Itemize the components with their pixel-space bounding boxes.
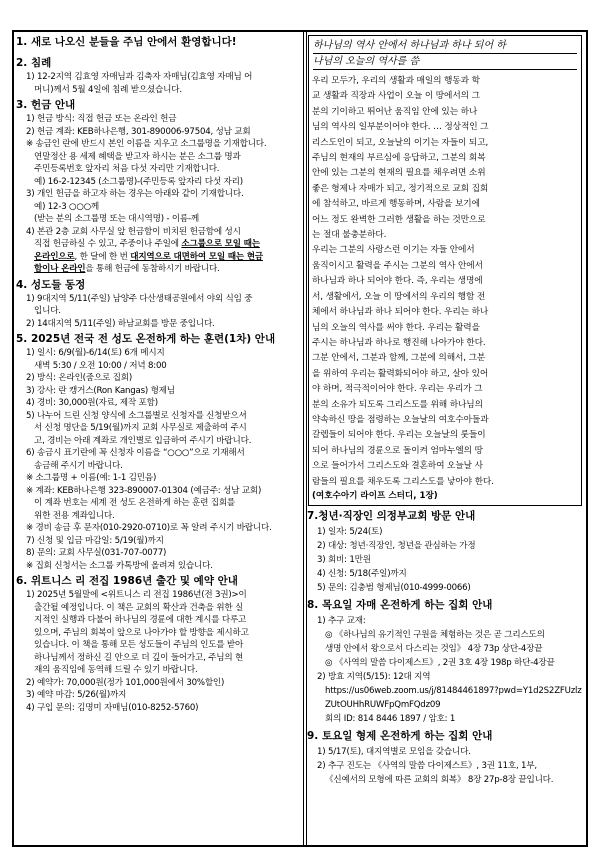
devotion-line: 분의 기이하고 뛰어난 움직임 안에 있는 하나 xyxy=(312,106,478,117)
devotion-line: 약속하신 땅을 점령하는 오늘날의 여호수아들과 xyxy=(312,414,489,425)
notice-line: 머니)께서 5월 4일에 침례 받으셨습니다. xyxy=(34,84,182,95)
right-column xyxy=(307,33,584,845)
devotion-line: 갈렙들이 되어야 한다. 우리는 오늘날의 룻들이 xyxy=(312,430,486,441)
devotion-line: 우리 모두가, 우리의 생활과 매일의 행동과 학 xyxy=(312,76,480,86)
notice-line: 하나님께서 정하신 길 안으로 더 깊이 들어가고, 주님의 현 xyxy=(34,652,244,663)
devotion-source: (여호수아기 라이프 스터디, 1장) xyxy=(312,490,438,501)
notice-line: 1) 추구 교재: xyxy=(317,615,366,626)
section-heading: 6. 위트니스 리 전집 1986년 출간 및 예약 안내 xyxy=(16,575,238,587)
devotion-line: 안에 있는 그분의 현재의 필요를 채우려면 소위 xyxy=(312,168,486,179)
notice-line: 새벽 5:30 / 오전 10:00 / 저녁 8:00 xyxy=(34,360,167,371)
notice-line: 3) 예약 마감: 5/26(월)까지 xyxy=(26,690,127,700)
section-heading: 2. 침례 xyxy=(16,57,52,69)
left-column xyxy=(16,33,304,845)
notice-line: 재의 움직임에 동역해 드릴 수 있기 바랍니다. xyxy=(34,665,198,675)
notice-line: 2) 예약가: 70,000원(정가 101,000원에서 30%할인) xyxy=(26,677,225,688)
devotion-line: 에 참석하고, 바르게 행동하며, 사람을 보기에 xyxy=(312,199,480,210)
devotion-line: 님의 역사의 일부분이어야 한다. … 정상적인 그 xyxy=(312,122,489,133)
notice-line: 함이나 온라인을 통해 헌금에 동참하시기 바랍니다. xyxy=(34,264,220,274)
notice-line: 1) 2025년 5월말에 <위트니스 리 전집 1986년(전 3권)>이 xyxy=(26,590,247,600)
notice-line: 이 계좌 번호는 세계 전 성도 온전하게 하는 훈련 집회를 xyxy=(34,498,236,508)
devotion-line: 분의 소유가 되도록 그리스도를 위해 하나님의 xyxy=(312,399,483,410)
notice-line: 1) 일자: 5/24(토) xyxy=(317,526,383,537)
notice-line: 온라인으로, 한 달에 한 번 대지역으로 대면하여 모일 때는 현금 xyxy=(34,251,263,262)
section-heading: 7.청년·직장인 의정부교회 방문 안내 xyxy=(307,509,476,522)
notice-line: 주민등록번호 앞자리 처음 다섯 자리만 기재합니다. xyxy=(34,164,220,174)
notice-line: 위한 전용 계좌입니다. xyxy=(34,510,115,521)
devotion-line: 리스도인이 되고, 오늘날의 이기는 자들이 되고, xyxy=(312,137,489,148)
notice-line: 2) 헌금 계좌: KEB하나은행, 301-890006-97504, 성남 교회 xyxy=(26,126,251,137)
notice-line: 2) 14대지역 5/11(주일) 하남교회를 방문 중입니다. xyxy=(26,318,215,329)
notice-line: 직접 헌금하실 수 있고, 주중이나 주일에 소그룹으로 모일 때는 xyxy=(34,239,260,249)
devotion-body xyxy=(309,74,581,490)
devotion-line: 좋은 형제나 자매가 되고, 정기적으로 교회 집회 xyxy=(312,183,489,194)
devotion-line: 어느 정도 완벽한 그러한 생활을 하는 것만으로 xyxy=(312,214,486,225)
notice-line: 1) 5/17(토), 대지역별로 모임을 갖습니다. xyxy=(317,746,471,757)
notice-line: 출간될 예정입니다. 이 책은 교회의 확산과 건축을 위한 실 xyxy=(34,602,244,613)
notice-line: ※ 소그룹명 + 이름(예: 1-1 김민음) xyxy=(26,473,157,483)
section-heading: 8. 목요일 자매 온전하게 하는 집회 안내 xyxy=(307,598,493,611)
devotion-box xyxy=(308,35,582,506)
devotion-line: 님의 오늘의 역사를 써야 한다. 우리는 활력을 xyxy=(312,322,480,333)
notice-line: 입니다. xyxy=(34,306,61,316)
notice-line: 예) 16-2-12345 (소그룹명)-(주민등록 앞자리 다섯 자리) xyxy=(34,176,243,187)
devotion-line: 야 하며, 적극적이어야 한다. 우리는 우리가 그 xyxy=(312,384,483,395)
notice-line: 예) 12-3 ○○○께 xyxy=(34,201,100,212)
notice-line: ※ 계좌: KEB하나은행 323-890007-01304 (예금주: 성남 교회) xyxy=(26,485,262,496)
notice-line: 5) 나누어 드린 신청 양식에 소그룹별로 신청자를 신청받으셔 xyxy=(26,410,247,421)
notice-line: 2) 방식: 온라인(줌으로 집회) xyxy=(26,373,133,383)
devotion-line: 서, 생활에서, 오늘 이 땅에서의 우리의 행함 전 xyxy=(312,291,486,302)
notice-line: 2) 추구 진도는 《사역의 말씀 다이제스트》, 3권 11호, 1부, xyxy=(317,760,537,771)
devotion-line: 을 위하여 우리는 활력화되어야 하고, 살아 있어 xyxy=(312,368,489,379)
section-heading: 4. 성도들 동정 xyxy=(16,278,86,291)
notice-line: 4) 경비: 30,000원(자료, 제작 포함) xyxy=(26,398,158,408)
notice-line: ※ 경비 송금 후 문자(010-2920-0710)로 꼭 알려 주시기 바랍니다. xyxy=(26,523,272,533)
notice-line: 고, 경비는 아래 계좌로 개인별로 입금하여 주시기 바랍니다. xyxy=(34,435,252,446)
notice-line: 있습니다. 이 책을 통해 모든 성도들이 주님의 인도를 받아 xyxy=(34,640,244,650)
devotion-line: 하나님과 하나 되어야 한다. 즉, 우리는 생명에 xyxy=(312,276,483,287)
notice-line: 3) 강사: 란 캥거스(Ron Kangas) 형제님 xyxy=(26,385,175,396)
devotion-line: 교 생활과 직장과 사업이 오늘 이 땅에서의 그 xyxy=(312,91,480,102)
notice-line: 1) 헌금 방식: 직접 헌금 또는 온라인 헌금 xyxy=(26,114,177,124)
notice-line: 생명 안에서 왕으로서 다스리는 것임》 4장 73p 상단-4장끝 xyxy=(325,643,543,654)
notice-line: ZUtOUHhRUWFpQmFQdz09 xyxy=(325,699,441,710)
notice-line: 서 신청 명단을 5/19(월)까지 교회 사무실로 제출하여 주시 xyxy=(34,423,247,433)
notice-line: https://us06web.zoom.us/j/81484461897?pwd=Y1d2S2ZFUzlz xyxy=(325,685,582,696)
notice-line: 1) 일시: 6/9(월)-6/14(토) 6개 메시지 xyxy=(26,348,165,358)
notice-line: 2) 방효 지역(5/15): 12대 지역 xyxy=(317,671,431,682)
notice-line: (받는 분의 소그룹명 또는 대시역명) - 이름-께 xyxy=(34,214,200,224)
devotion-line: 그분 안에서, 그분과 함께, 그분에 의해서, 그분 xyxy=(312,353,486,364)
section-heading: 9. 토요일 형제 온전하게 하는 집회 안내 xyxy=(307,729,493,742)
devotion-line: 되어 하나님의 경륜으로 돌이켜 엄마누엘의 땅 xyxy=(312,445,483,456)
notice-line: ◎ 《하나님의 유기적인 구원을 체험하는 것은 곧 그리스도의 xyxy=(325,629,545,640)
devotion-line: 움직이시고 활력을 주시는 그분의 역사 안에서 xyxy=(312,260,483,271)
devotion-line: 는 절대 불충분하다. xyxy=(312,230,387,241)
right-notices xyxy=(307,509,584,787)
notice-line: 1) 12-2지역 김효영 자매님과 김축자 자매님(김효영 자매님 어 xyxy=(26,72,253,82)
notice-line: 5) 문의: 김충범 형제님(010-4999-0066) xyxy=(317,582,471,593)
notice-line: 1) 9대지역 5/11(주일) 남양주 다산생태공원에서 야외 식임 중 xyxy=(26,293,253,304)
devotion-line: 으로 들어가서 그리스도와 결혼하여 오늘날 사 xyxy=(312,461,483,472)
notice-line: 연말정산 용 세제 혜택을 받고자 하시는 분은 소그룹 명과 xyxy=(34,151,241,162)
section-heading: 1. 새로 나오신 분들을 주님 안에서 환영합니다! xyxy=(16,36,237,48)
notice-line: 《신예서의 모형에 따른 교회의 회복》 8장 27p-8장 끝입니다. xyxy=(325,774,554,785)
devotion-title-line: 하나님의 역사 안에서 하나님과 하나 되어 하 xyxy=(313,38,577,54)
notice-line: ※ 집회 신청서는 소그룹 카톡방에 올려져 있습니다. xyxy=(26,560,213,571)
notice-line: ◎ 《사역의 말씀 다이제스트》, 2권 3호 4장 198p 하단-4장끝 xyxy=(325,657,555,668)
notice-line: 회의 ID: 814 8446 1897 / 암호: 1 xyxy=(325,713,456,724)
notice-line: 3) 회비: 1만원 xyxy=(317,554,371,565)
devotion-line: 우리는 그분의 사랑스런 이기는 자들 안에서 xyxy=(312,245,475,256)
devotion-title-line: 나님의 오늘의 역사를 씀 xyxy=(313,54,577,70)
devotion-line: 주님의 현재의 부르심에 응답하고, 그분의 회복 xyxy=(312,153,486,164)
notice-line: 지적인 실행과 다불어 하나님의 경륜에 대한 계시를 다루고 xyxy=(34,615,247,625)
devotion-title xyxy=(309,36,581,74)
notice-line: ※ 송금인 란에 반드시 본인 이름을 지우고 소그룹명을 기재합니다. xyxy=(26,139,267,149)
devotion-line: 주시는 하나님과 하나로 행진해 나아가야 한다. xyxy=(312,337,486,348)
notice-line: 2) 대상: 청년·직장인, 청년을 관심하는 가정 xyxy=(317,540,476,551)
spacer xyxy=(16,50,304,54)
notice-line: 8) 문의: 교회 사무실(031-707-0077) xyxy=(26,548,167,558)
devotion-line: 람들의 필요를 채우도록 그리스도를 낳아야 한다. xyxy=(312,476,494,487)
notice-line: 있으며, 주님의 회복이 앞으로 나아가야 할 방향을 제시하고 xyxy=(34,627,249,638)
notice-line: 4) 구입 문의: 김명미 자매님(010-8252-5760) xyxy=(26,702,199,713)
devotion-line: 체에서 하나님과 하나 되어야 한다. 우리는 하나 xyxy=(312,307,489,318)
section-heading: 3. 헌금 안내 xyxy=(16,99,76,111)
notice-line: 송금해 주시기 바랍니다. xyxy=(34,460,123,471)
notice-line: 3) 개인 헌금을 하고자 하는 경우는 아래와 같이 기재합니다. xyxy=(26,189,244,199)
section-heading: 5. 2025년 전국 전 성도 온전하게 하는 훈련(1차) 안내 xyxy=(16,333,276,345)
notice-line: 6) 송금시 표기란에 꼭 신청자 이름을 “○○○”으로 기재해서 xyxy=(26,448,245,458)
notice-line: 4) 신청: 5/18(주일)까지 xyxy=(317,568,407,579)
notice-line: 7) 신청 및 입금 마감일: 5/19(월)까지 xyxy=(26,535,164,546)
notice-line: 4) 본관 2층 교회 사무실 앞 헌금함이 비치된 헌금함에 성시 xyxy=(26,226,241,237)
